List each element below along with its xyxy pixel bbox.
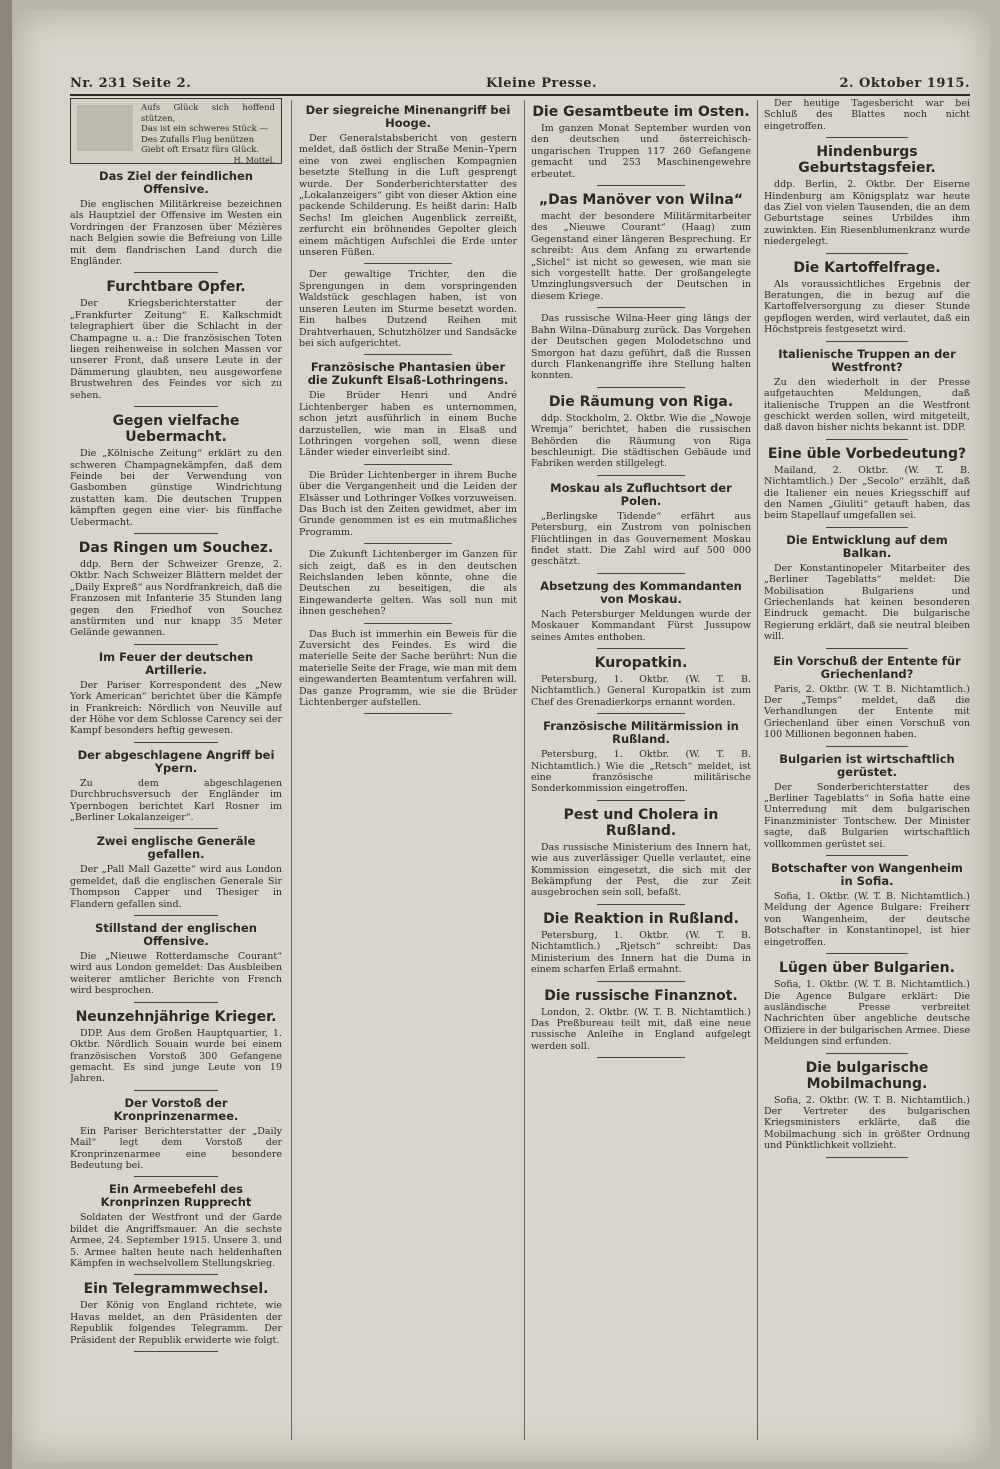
article-separator [364,464,451,465]
article-headline: Die Entwicklung auf dem Balkan. [786,532,948,560]
article-separator [134,828,219,829]
article-separator [597,981,685,982]
article-separator [826,746,908,747]
article-headline: Kuropatkin. [594,655,688,671]
article-separator [597,185,685,186]
article-text: Im ganzen Monat September wurden von den deutschen und österreichisch-ungarischen Truppen 117 260 Gefangene gemacht und 253 Maschinengewehre erbeutet. [531,123,751,180]
article-separator [134,272,219,273]
article-text: Der „Pall Mall Gazette“ wird aus London gemeldet, daß die englischen Generale Sir Thompson Capper und Thesiger in Flandern gefallen sind. [70,864,282,910]
article-text: Ein Pariser Berichterstatter der „Daily Mail“ legt dem Vorstoß der Kronprinzenarmee eine besondere Bedeutung bei. [70,1125,282,1171]
article-headline: Stillstand der englischen Offensive. [95,921,257,949]
article-separator [826,648,908,649]
article-text: Paris, 2. Oktbr. (W. T. B. Nichtamtlich.) Der „Temps“ meldet, daß die Verhandlungen der Entente mit Griechenland über einen Vorschuß von 100 Millionen begonnen haben. [764,683,970,741]
article-text: Der Pariser Korrespondent des „New York American“ berichtet über die Kämpfe in Frankreich: Nördlich von Neuville auf der Höhe vor dem Schlosse Carency sei der Kampf besonders heftig gewesen. [70,679,282,737]
article-headline: Botschafter von Wangenheim in Sofia. [771,861,963,889]
article-text: Die Zukunft Lichtenberger im Ganzen für sich zeigt, daß es in den deutschen Reichslanden leben könnte, ohne die Deutschen zu beseitigen, die als Eingewanderte gelten. Was soll nun mit ihnen geschehen? [299,549,517,618]
article-separator [364,623,451,624]
poem-author: H. Mottel. [233,155,275,165]
article-headline: Französische Militärmission in Rußland. [543,719,739,747]
article-separator [597,573,685,574]
article-separator [134,915,219,916]
article-headline: Die Reaktion in Rußland. [543,910,739,927]
page-header [70,76,970,94]
article-separator [134,1002,219,1003]
article-separator [826,341,908,342]
article-headline: Die Gesamtbeute im Osten. [532,104,750,120]
article-text: Der heutige Tagesbericht war bei Schluß des Blattes noch nicht eingetroffen. [764,98,970,132]
article-separator [134,644,219,645]
article-text: macht der besondere Militärmitarbeiter des „Nieuwe Courant“ (Haag) zum Gegenstand einer längeren Besprechung. Er schreibt: Aus dem Anfang zu erwartende „Sichel“ ist nicht so gewesen, wie man sie sich vorgestellt hatte. Der großangelegte Umzinglungsversuch der Deutschen in diesem Kriege. [531,211,751,302]
article-headline: Lügen über Bulgarien. [779,960,955,977]
article-headline: Zwei englische Generäle gefallen. [96,834,256,862]
article-separator [134,1274,219,1275]
article-text: ddp. Stockholm, 2. Oktbr. Wie die „Nowoje Wremja“ berichtet, haben die russischen Behörden die Räumung von Riga beschleunigt. Die städtischen Gebäude und Fabriken werden stillgelegt. [531,412,751,470]
poem-ornament [77,105,133,151]
article-headline: Ein Vorschuß der Entente für Griechenland? [773,653,961,681]
scan-edge [0,0,12,1469]
column-1 [70,98,282,1448]
article-text: Die Brüder Lichtenberger in ihrem Buche über die Vergangenheit und die Leiden der Elsässer und Lothringer Volkes vorzuweisen. Das Buch ist den Zeiten gewidmet, aber im Grunde genommen ist es ein mutmaßliches Programm. [299,469,517,538]
article-text: Das russische Wilna-Heer ging längs der Bahn Wilna–Dünaburg zurück. Das Vorgehen der Deutschen gegen Molodetschno und Smorgon hat dazu geführt, daß die Russen durch Flankenangriffe ihre Stellung halten konnten. [531,313,751,382]
article-headline: Furchtbare Opfer. [106,279,246,296]
article-text: Der Generalstabsbericht von gestern meldet, daß östlich der Straße Menin–Ypern eine von zwei englischen Kompagnien besetzte Stellung in die Luft gesprengt wurde. Der Sonderberichterstatter des „Lokalanzeigers“ gibt von dieser Aktion eine packende Schilderung. Es heißt darin: Halb Sechs! Im gleichen Augenblick zerreißt, zerfurcht ein bröhnendes Gepolter gleich einem mächtigen Aufschlei die Erde unter unseren Füßen. [299,133,517,259]
poem-line: Das ist ein schweres Stück — [141,124,268,134]
article-separator [597,713,685,714]
article-headline: Moskau als Zufluchtsort der Polen. [550,480,732,508]
article-text: ddp. Berlin, 2. Oktbr. Der Eiserne Hindenburg am Königsplatz war heute das Ziel von vielen Tausenden, die an dem Geburtstage seines Urbildes ihm zuwinkten. Ein Riesenblumenkranz wurde niedergelegt. [764,179,970,248]
article-text: Der Kriegsberichterstatter der „Frankfurter Zeitung“ E. Kalkschmidt telegraphiert über die Schlacht in der Champagne u. a.: Die französischen Toten liegen reihenweise in solchen Massen vor unserer Front, daß unsere Leute in der Dämmerung glaubten, neu ausgeworfene Brustwehren des Feindes vor sich zu sehen. [70,298,282,401]
article-separator [597,475,685,476]
article-headline: Die bulgarische Mobilmachung. [805,1059,929,1092]
article-headline: Im Feuer der deutschen Artillerie. [98,649,254,677]
article-headline: Der Vorstoß der Kronprinzenarmee. [113,1095,239,1123]
article-headline: Eine üble Vorbedeutung? [767,445,967,462]
column-divider [291,100,292,1440]
column-4 [764,98,970,1448]
article-text: Soldaten der Westfront und der Garde bildet die Angriffsmauer. An die sechste Armee, 24. September 1915. Unsere 3. und 5. Armee halten heute nach heldenhaften Kämpfen in wechselvollem Stellungskrieg. [70,1212,282,1269]
paper-title: Kleine Presse. [486,76,598,91]
article-separator [826,439,908,440]
article-separator [826,527,908,528]
article-text: Sofia, 1. Oktbr. (W. T. B. Nichtamtlich.) Die Agence Bulgare erklärt: Die ausländische Presse verbreitet Nachrichten über angebliche deutsche Offiziere in der bulgarischen Armee. Diese Meldungen sind erfunden. [764,979,970,1048]
article-text: Die englischen Militärkreise bezeichnen als Hauptziel der Offensive im Westen ein Vordringen der Franzosen über Mézières nach Belgien sowie die Befreiung von Lille mit dem flandrischen Land durch die Engländer. [70,199,282,268]
article-separator [597,648,685,649]
article-separator [134,533,219,534]
article-headline: Hindenburgs Geburtstagsfeier. [798,144,936,177]
article-text: Sofia, 1. Oktbr. (W. T. B. Nichtamtlich.) Meldung der Agence Bulgare: Freiherr von Wangenheim, der deutsche Botschafter in Konstantinopel, ist hier eingetroffen. [764,891,970,948]
article-headline: Ein Telegrammwechsel. [83,1281,269,1298]
article-text: Der König von England richtete, wie Havas meldet, an den Präsidenten der Republik folgendes Telegramm. Der Präsident der Republik erwiderte wie folgt. [70,1300,282,1346]
article-headline: Die Räumung von Riga. [548,393,734,410]
article-text: „Berlingske Tidende“ erfährt aus Petersburg, ein Zustrom von polnischen Flüchtlingen in das Gouvernement Moskau findet statt. Die Zahl wird auf 500 000 geschätzt. [531,510,751,568]
article-text: Petersburg, 1. Oktbr. (W. T. B. Nichtamtlich.) General Kuropatkin ist zum Chef des Grenadierkorps ernannt worden. [531,674,751,708]
article-separator [364,543,451,544]
article-text: ddp. Bern der Schweizer Grenze, 2. Oktbr. Nach Schweizer Blättern meldet der „Daily Expreß“ aus Nordfrankreich, daß die Franzosen mit Infanterie 35 Stunden lang gegen den Friedhof von Souchez anstürmten und nur knapp 35 Meter Gelände gewannen. [70,558,282,639]
article-headline: Ein Armeebefehl des Kronprinzen Rupprecht [100,1182,252,1210]
article-text: Die „Nieuwe Rotterdamsche Courant“ wird aus London gemeldet: Das Ausbleiben weiterer amtlicher Berichte von French wird besprochen. [70,951,282,997]
article-text: Mailand, 2. Oktbr. (W. T. B. Nichtamtlich.) Der „Secolo“ erzählt, daß die Italiener ein neues Kriegsschiff auf den Namen „Giuliti“ getauft haben, das beim Stapellauf umgefallen sei. [764,464,970,522]
article-text: Der Sonderberichterstatter des „Berliner Tageblatts“ in Sofia hatte eine Unterredung mit dem bulgarischen Finanzminister Tontschew. Der Minister sagte, daß Bulgarien wirtschaftlich vollkommen gerüstet sei. [764,781,970,850]
article-text: Als voraussichtliches Ergebnis der Beratungen, die in bezug auf die Kartoffelversorgung zu dieser Stunde gepflogen werden, wird verlautet, daß ein Höchstpreis festgesetzt wird. [764,278,970,336]
article-separator [597,800,685,801]
article-headline: Absetzung des Kommandanten von Moskau. [540,578,742,606]
article-headline: Italienische Truppen an der Westfront? [778,346,956,374]
article-headline: Gegen vielfache Uebermacht. [112,413,240,446]
article-text: Das Buch ist immerhin ein Beweis für die Zuversicht des Feindes. Es wird die materielle Seite der Sache berührt: Nun die materielle Seite der Frage, wie man mit dem eingewanderten Beamtentum verfahren will. Das ganze Programm, wie sie die Brüder Lichtenberger aufstellen. [299,628,517,709]
poem-box [70,98,282,164]
article-separator [364,263,451,264]
article-separator [826,855,908,856]
article-separator [364,354,451,355]
article-separator [826,953,908,954]
article-separator [364,713,451,714]
issue-number: Nr. 231 Seite 2. [70,76,192,91]
article-separator [826,137,908,138]
article-headline: Bulgarien ist wirtschaftlich gerüstet. [779,751,955,779]
issue-date: 2. Oktober 1915. [839,76,970,91]
article-text: London, 2. Oktbr. (W. T. B. Nichtamtlich.) Das Preßbureau teilt mit, daß eine neue russische Anleihe in England aufgelegt werden soll. [531,1006,751,1052]
article-separator [826,1157,908,1158]
article-headline: Pest und Cholera in Rußland. [563,806,719,839]
article-text: Petersburg, 1. Oktbr. (W. T. B. Nichtamtlich.) „Rjetsch“ schreibt: Das Ministerium des Innern hat die Duma in einem scharfen Erlaß ermahnt. [531,929,751,976]
article-separator [134,1351,219,1352]
article-headline: Französische Phantasien über die Zukunft Elsaß-Lothringens. [307,360,509,388]
article-separator [134,742,219,743]
column-divider [757,100,758,1440]
column-divider [524,100,525,1440]
article-text: DDP. Aus dem Großen Hauptquartier, 1. Oktbr. Nördlich Souain wurde bei einem französischen Vorstoß 300 Gefangene gemacht. Es sind junge Leute von 19 Jahren. [70,1027,282,1085]
column-3 [531,98,751,1448]
article-headline: Die Kartoffelfrage. [793,259,941,276]
article-separator [134,406,219,407]
column-2 [299,98,517,1448]
article-text: Petersburg, 1. Oktbr. (W. T. B. Nichtamtlich.) Wie die „Retsch“ meldet, ist eine französische militärische Sonderkommission eingetroffen. [531,749,751,795]
article-headline: Der siegreiche Minenangriff bei Hooge. [305,103,511,130]
article-text: Die „Kölnische Zeitung“ erklärt zu den schweren Champagnekämpfen, daß dem Feinde bei der Verwendung von Gasbomben günstige Windrichtung zustatten kam. Die deutschen Truppen kämpften gegen eine vier- bis fünffache Uebermacht. [70,448,282,528]
article-text: Zu dem abgeschlagenen Durchbruchsversuch der Engländer im Ypernbogen berichtet Karl Rosner im „Berliner Lokalanzeiger“. [70,777,282,824]
article-text: Der Konstantinopeler Mitarbeiter des „Berliner Tageblatts“ meldet: Die Mobilisation Bulgariens und Griechenlands hat keinen besonderen Eindruck gemacht. Die bulgarische Regierung erklärt, daß sie neutral bleiben will. [764,562,970,643]
article-separator [826,253,908,254]
article-headline: „Das Manöver von Wilna“ [538,192,744,209]
article-text: Das russische Ministerium des Innern hat, wie aus zuverlässiger Quelle verlautet, eine Kommission eingesetzt, die sich mit der Bekämpfung der Pest, die zur Zeit ausgebrochen sein soll, befaßt. [531,841,751,899]
article-headline: Der abgeschlagene Angriff bei Ypern. [77,747,275,775]
article-separator [134,1090,219,1091]
poem-line: Aufs Glück sich hoffend stützen, [141,103,275,124]
header-rule [70,94,970,96]
article-text: Die Brüder Henri und André Lichtenberger haben es unternommen, schon jetzt ausführlich in einem Buche darzustellen, wie man in Elsaß und Lothringen vorgehen soll, wenn diese Länder wieder einverleibt sind. [299,390,517,459]
article-headline: Die russische Finanznot. [544,987,738,1004]
article-headline: Das Ringen um Souchez. [78,539,274,556]
article-text: Nach Petersburger Meldungen wurde der Moskauer Kommandant Fürst Jussupow seines Amtes enthoben. [531,608,751,643]
article-text: Sofia, 2. Oktbr. (W. T. B. Nichtamtlich.) Der Vertreter des bulgarischen Kriegsministers erklärte, daß die Mobilmachung sich in größter Ordnung und Pünktlichkeit vollzieht. [764,1094,970,1152]
article-separator [597,904,685,905]
article-text: Der gewaltige Trichter, den die Sprengungen in dem vorspringenden Waldstück geschlagen haben, ist von unseren Leuten im Sturme besetzt worden. Ein halbes Dutzend Reihen mit Drahtverhauen, Schutzhölzer und Sandsäcke bei sich aufgerichtet. [299,269,517,349]
article-headline: Das Ziel der feindlichen Offensive. [99,169,253,196]
article-separator [134,1176,219,1177]
article-separator [826,1053,908,1054]
article-headline: Neunzehnjährige Krieger. [75,1008,277,1025]
article-text: Zu den wiederholt in der Presse aufgetauchten Meldungen, daß italienische Truppen an die Westfront geschickt werden sollen, wird mitgeteilt, daß davon bisher nichts bekannt ist. DDP. [764,376,970,434]
poem-line: Des Zufalls Flug benützen [141,134,255,145]
article-separator [597,387,685,388]
article-separator [597,1057,685,1058]
article-separator [597,307,685,308]
poem-line: Giebt oft Ersatz fürs Glück. [141,145,260,155]
